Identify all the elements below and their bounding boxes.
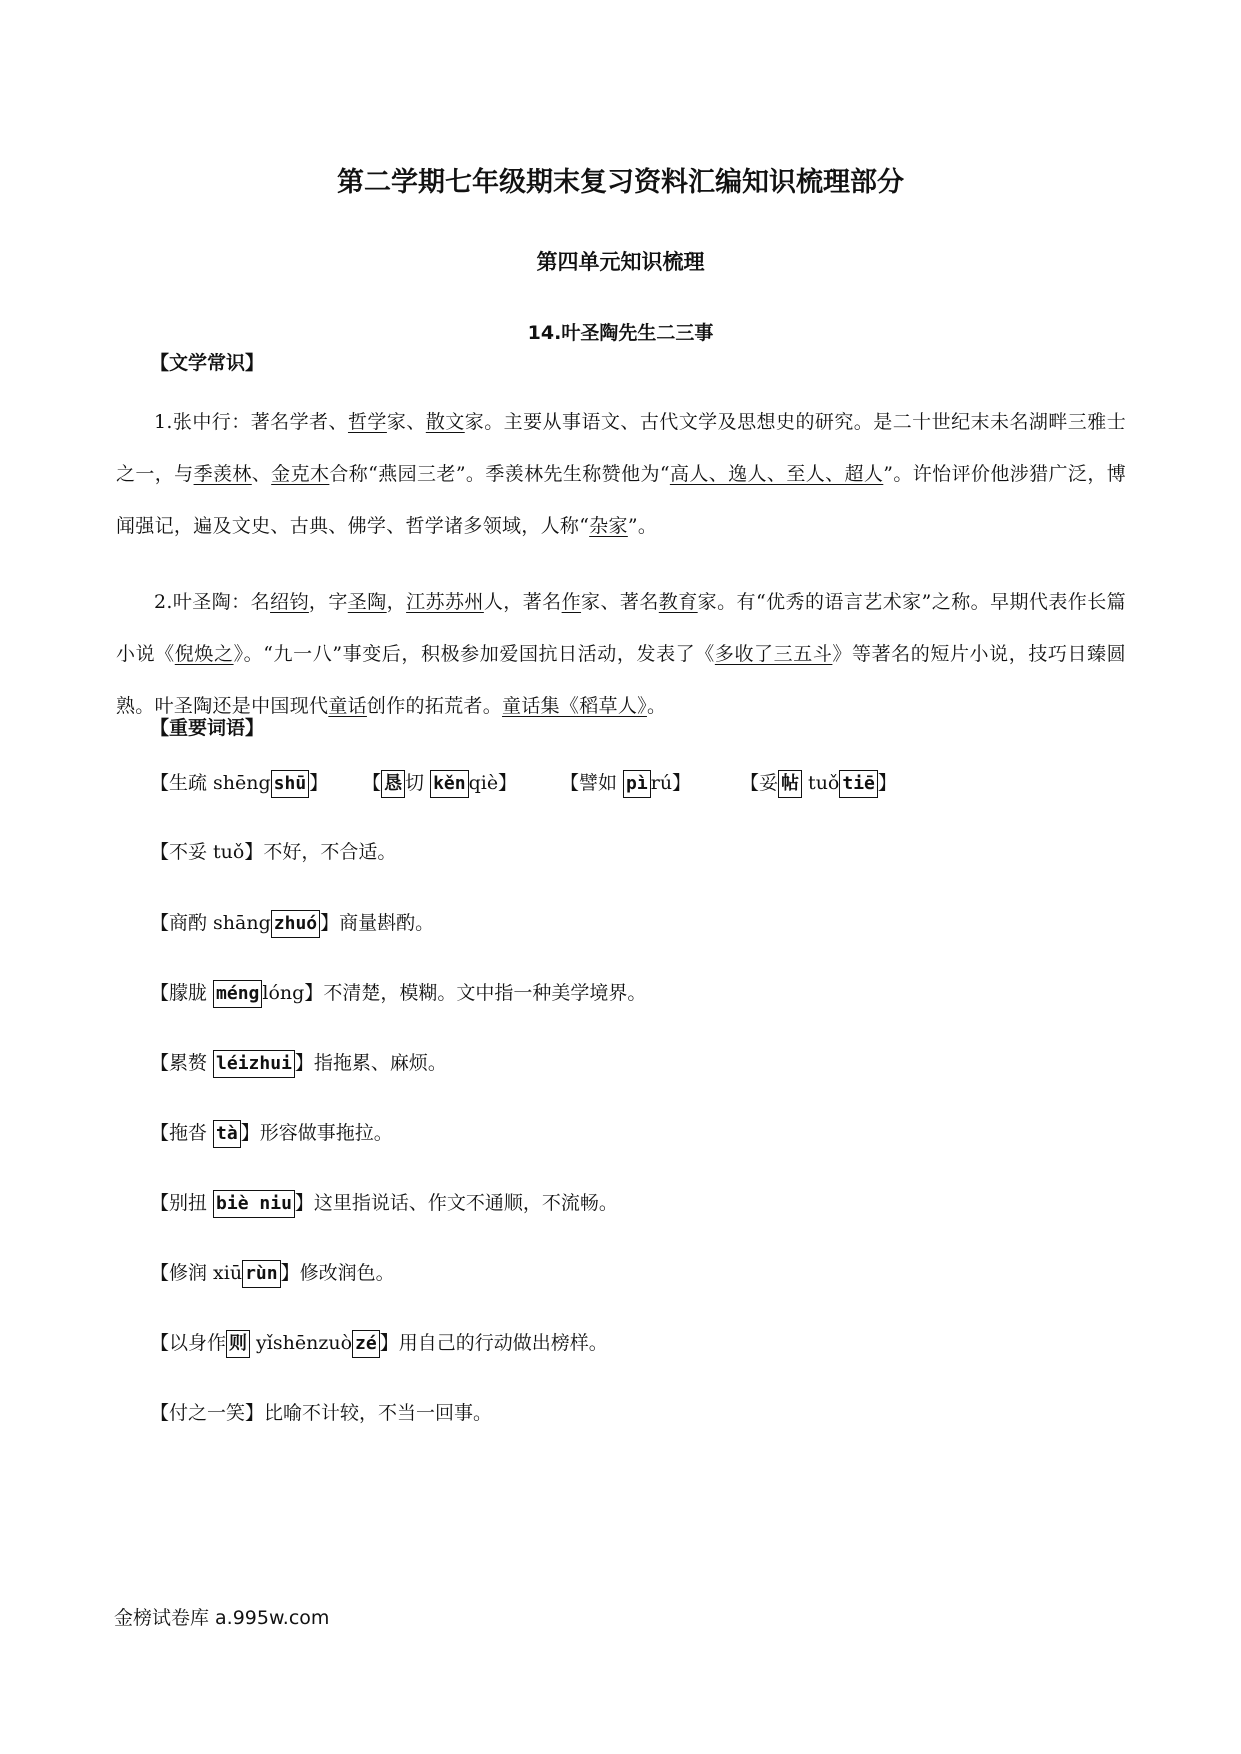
vocab-item-xiurun: 【修润 xiū rùn 】修改润色。 <box>150 1256 395 1290</box>
lesson-heading: 14.叶圣陶先生二三事 <box>527 322 714 344</box>
vocab-item-shengshu: 【生疏 shēng shū 】 <box>150 766 328 800</box>
vocab-item-shangzhuo: 【商酌 shāng zhuó 】商量斟酌。 <box>150 906 434 940</box>
vocab-item-bieniu: 【别扭 biè niu 】这里指说话、作文不通顺，不流畅。 <box>150 1186 618 1220</box>
page-title: 第二学期七年级期末复习资料汇编知识梳理部分 <box>337 167 904 198</box>
vocab-item-fuzhiyixiao: 【付之一笑】比喻不计较，不当一回事。 <box>150 1402 493 1424</box>
vocab-item-butuo: 【不妥 tuǒ】不好，不合适。 <box>150 841 397 863</box>
vocab-item-piru: 【譬如 pì rú】 <box>560 766 691 800</box>
section-heading-vocab: 【重要词语】 <box>150 717 265 739</box>
unit-subtitle: 第四单元知识梳理 <box>536 250 705 274</box>
vocab-item-leizhui: 【累赘 léizhui 】指拖累、麻烦。 <box>150 1046 447 1080</box>
vocab-item-kenqie: 【 恳 切 kěn qiè】 <box>362 766 517 800</box>
vocab-item-menglong: 【朦胧 méng lóng】不清楚，模糊。文中指一种美学境界。 <box>150 976 646 1010</box>
footer-source: 金榜试卷库 a.995w.com <box>114 1607 330 1629</box>
vocab-item-yishenzuoze: 【以身作 则 yǐshēnzuò zé 】用自己的行动做出榜样。 <box>150 1326 608 1360</box>
paragraph-ye-shengtao: 2.叶圣陶：名绍钧，字圣陶，江苏苏州人，著名作家、著名教育家。有“优秀的语言艺术家”之称。早期代表作长篇小说《倪焕之》。“九一八”事变后，积极参加爱国抗日活动，发表了《多收了三五斗》等著名的短片小说，技巧日臻圆熟。叶圣陶还是中国现代童话创作的拓荒者。童话集《稻草人》。 <box>116 591 1126 717</box>
vocab-item-tuota: 【拖沓 tà 】形容做事拖拉。 <box>150 1116 393 1150</box>
paragraph-zhang-zhongxing: 1.张中行：著名学者、哲学家、散文家。主要从事语文、古代文学及思想史的研究。是二十世纪末未名湖畔三雅士之一，与季羡林、金克木合称“燕园三老”。季羡林先生称赞他为“高人、逸人、至人、超人”。许怡评价他涉猎广泛，博闻强记，遍及文史、古典、佛学、哲学诸多领域，人称“杂家”。 <box>116 411 1127 537</box>
section-heading-literary: 【文学常识】 <box>150 352 265 374</box>
vocab-item-tuotie: 【妥 帖 tuǒ tiē 】 <box>740 766 897 800</box>
